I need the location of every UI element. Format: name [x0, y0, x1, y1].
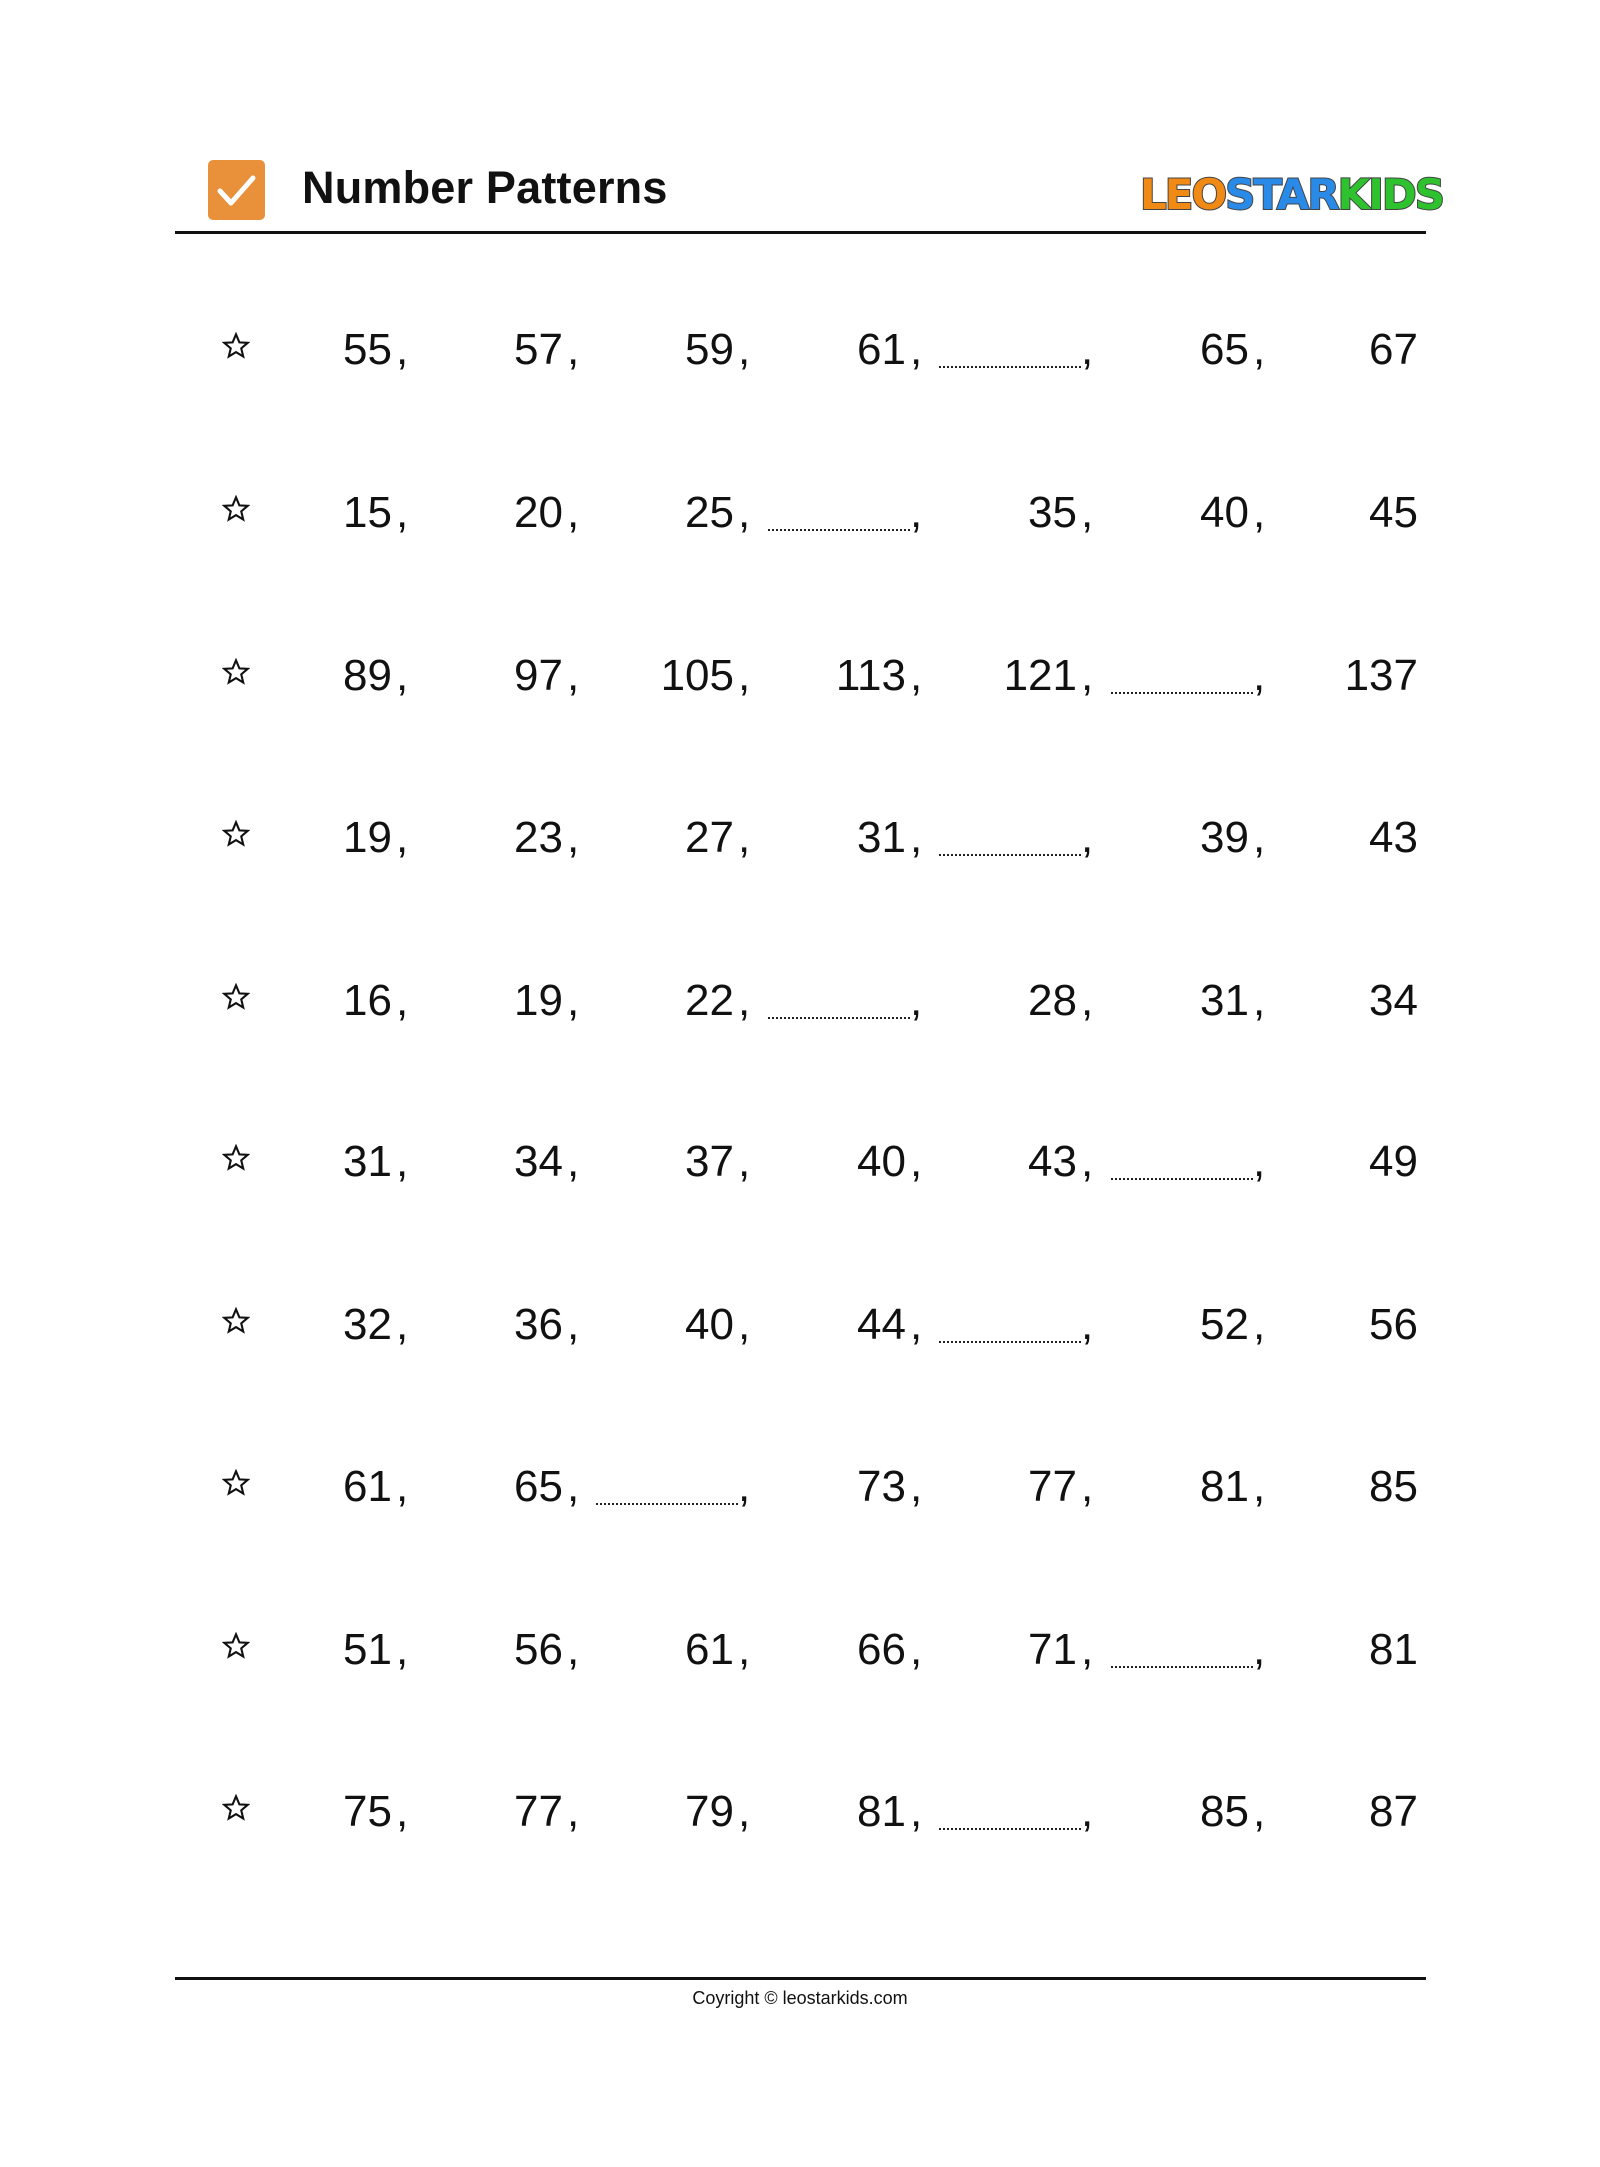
comma-separator: ,	[567, 1137, 580, 1186]
comma-separator: ,	[738, 651, 751, 700]
header-divider	[175, 231, 1426, 234]
comma-separator: ,	[1081, 976, 1094, 1025]
comma-separator: ,	[396, 1137, 409, 1186]
comma-separator: ,	[910, 1462, 923, 1511]
comma-separator: ,	[567, 1300, 580, 1349]
comma-separator: ,	[1081, 813, 1094, 862]
comma-separator: ,	[396, 813, 409, 862]
comma-separator: ,	[738, 976, 751, 1025]
answer-blank[interactable]	[939, 854, 1081, 856]
comma-separator: ,	[1253, 1787, 1266, 1836]
comma-separator: ,	[567, 1625, 580, 1674]
comma-separator: ,	[1253, 1300, 1266, 1349]
comma-separator: ,	[396, 1300, 409, 1349]
answer-blank[interactable]	[939, 1828, 1081, 1830]
star-outline-icon	[222, 1632, 250, 1660]
pattern-row: 19 , 23 , 27 , 31 , , 39 , 43	[0, 808, 1600, 868]
comma-separator: ,	[1253, 325, 1266, 374]
comma-separator: ,	[738, 1137, 751, 1186]
comma-separator: ,	[567, 1462, 580, 1511]
comma-separator: ,	[910, 488, 923, 537]
comma-separator: ,	[738, 813, 751, 862]
answer-blank[interactable]	[1111, 1178, 1253, 1180]
comma-separator: ,	[567, 325, 580, 374]
comma-separator: ,	[396, 488, 409, 537]
pattern-row: 89 , 97 , 105 , 113 , 121 , , 137	[0, 646, 1600, 706]
star-outline-icon	[222, 820, 250, 848]
pattern-row: 51 , 56 , 61 , 66 , 71 , , 81	[0, 1620, 1600, 1680]
pattern-row: 16 , 19 , 22 , , 28 , 31 , 34	[0, 971, 1600, 1031]
comma-separator: ,	[1081, 1300, 1094, 1349]
star-outline-icon	[222, 1469, 250, 1497]
comma-separator: ,	[738, 1787, 751, 1836]
pattern-row: 61 , 65 , , 73 , 77 , 81 , 85	[0, 1457, 1600, 1517]
leostarkids-logo: LEOSTARKIDS	[1140, 170, 1443, 219]
comma-separator: ,	[910, 651, 923, 700]
comma-separator: ,	[567, 1787, 580, 1836]
answer-blank[interactable]	[939, 366, 1081, 368]
comma-separator: ,	[910, 1300, 923, 1349]
comma-separator: ,	[910, 1787, 923, 1836]
comma-separator: ,	[910, 813, 923, 862]
comma-separator: ,	[910, 1137, 923, 1186]
star-outline-icon	[222, 1307, 250, 1335]
pattern-row: 75 , 77 , 79 , 81 , , 85 , 87	[0, 1782, 1600, 1842]
comma-separator: ,	[396, 976, 409, 1025]
answer-blank[interactable]	[768, 529, 910, 531]
comma-separator: ,	[567, 813, 580, 862]
comma-separator: ,	[396, 1462, 409, 1511]
comma-separator: ,	[738, 1462, 751, 1511]
comma-separator: ,	[910, 1625, 923, 1674]
pattern-row: 32 , 36 , 40 , 44 , , 52 , 56	[0, 1295, 1600, 1355]
footer-divider	[175, 1977, 1426, 1980]
answer-blank[interactable]	[939, 1341, 1081, 1343]
comma-separator: ,	[910, 976, 923, 1025]
star-outline-icon	[222, 332, 250, 360]
star-outline-icon	[222, 658, 250, 686]
comma-separator: ,	[738, 1625, 751, 1674]
comma-separator: ,	[567, 488, 580, 537]
pattern-row: 31 , 34 , 37 , 40 , 43 , , 49	[0, 1132, 1600, 1192]
comma-separator: ,	[1081, 488, 1094, 537]
comma-separator: ,	[1081, 1462, 1094, 1511]
answer-blank[interactable]	[596, 1503, 738, 1505]
comma-separator: ,	[1253, 976, 1266, 1025]
star-outline-icon	[222, 495, 250, 523]
comma-separator: ,	[1081, 1137, 1094, 1186]
comma-separator: ,	[738, 488, 751, 537]
comma-separator: ,	[1253, 488, 1266, 537]
comma-separator: ,	[1253, 651, 1266, 700]
comma-separator: ,	[1253, 1625, 1266, 1674]
comma-separator: ,	[1253, 1137, 1266, 1186]
answer-blank[interactable]	[1111, 1666, 1253, 1668]
comma-separator: ,	[1081, 651, 1094, 700]
comma-separator: ,	[1081, 1787, 1094, 1836]
page-title: Number Patterns	[302, 162, 668, 213]
comma-separator: ,	[396, 1625, 409, 1674]
comma-separator: ,	[1081, 325, 1094, 374]
comma-separator: ,	[396, 651, 409, 700]
star-outline-icon	[222, 1144, 250, 1172]
pattern-row: 15 , 20 , 25 , , 35 , 40 , 45	[0, 483, 1600, 543]
comma-separator: ,	[1253, 813, 1266, 862]
pattern-row: 55 , 57 , 59 , 61 , , 65 , 67	[0, 320, 1600, 380]
comma-separator: ,	[738, 1300, 751, 1349]
comma-separator: ,	[567, 651, 580, 700]
comma-separator: ,	[1253, 1462, 1266, 1511]
checkbox-icon	[208, 160, 265, 220]
comma-separator: ,	[1081, 1625, 1094, 1674]
answer-blank[interactable]	[1111, 692, 1253, 694]
answer-blank[interactable]	[768, 1017, 910, 1019]
star-outline-icon	[222, 983, 250, 1011]
star-outline-icon	[222, 1794, 250, 1822]
comma-separator: ,	[396, 325, 409, 374]
comma-separator: ,	[396, 1787, 409, 1836]
comma-separator: ,	[567, 976, 580, 1025]
comma-separator: ,	[738, 325, 751, 374]
copyright-text: Coyright © leostarkids.com	[692, 1988, 908, 2008]
comma-separator: ,	[910, 325, 923, 374]
